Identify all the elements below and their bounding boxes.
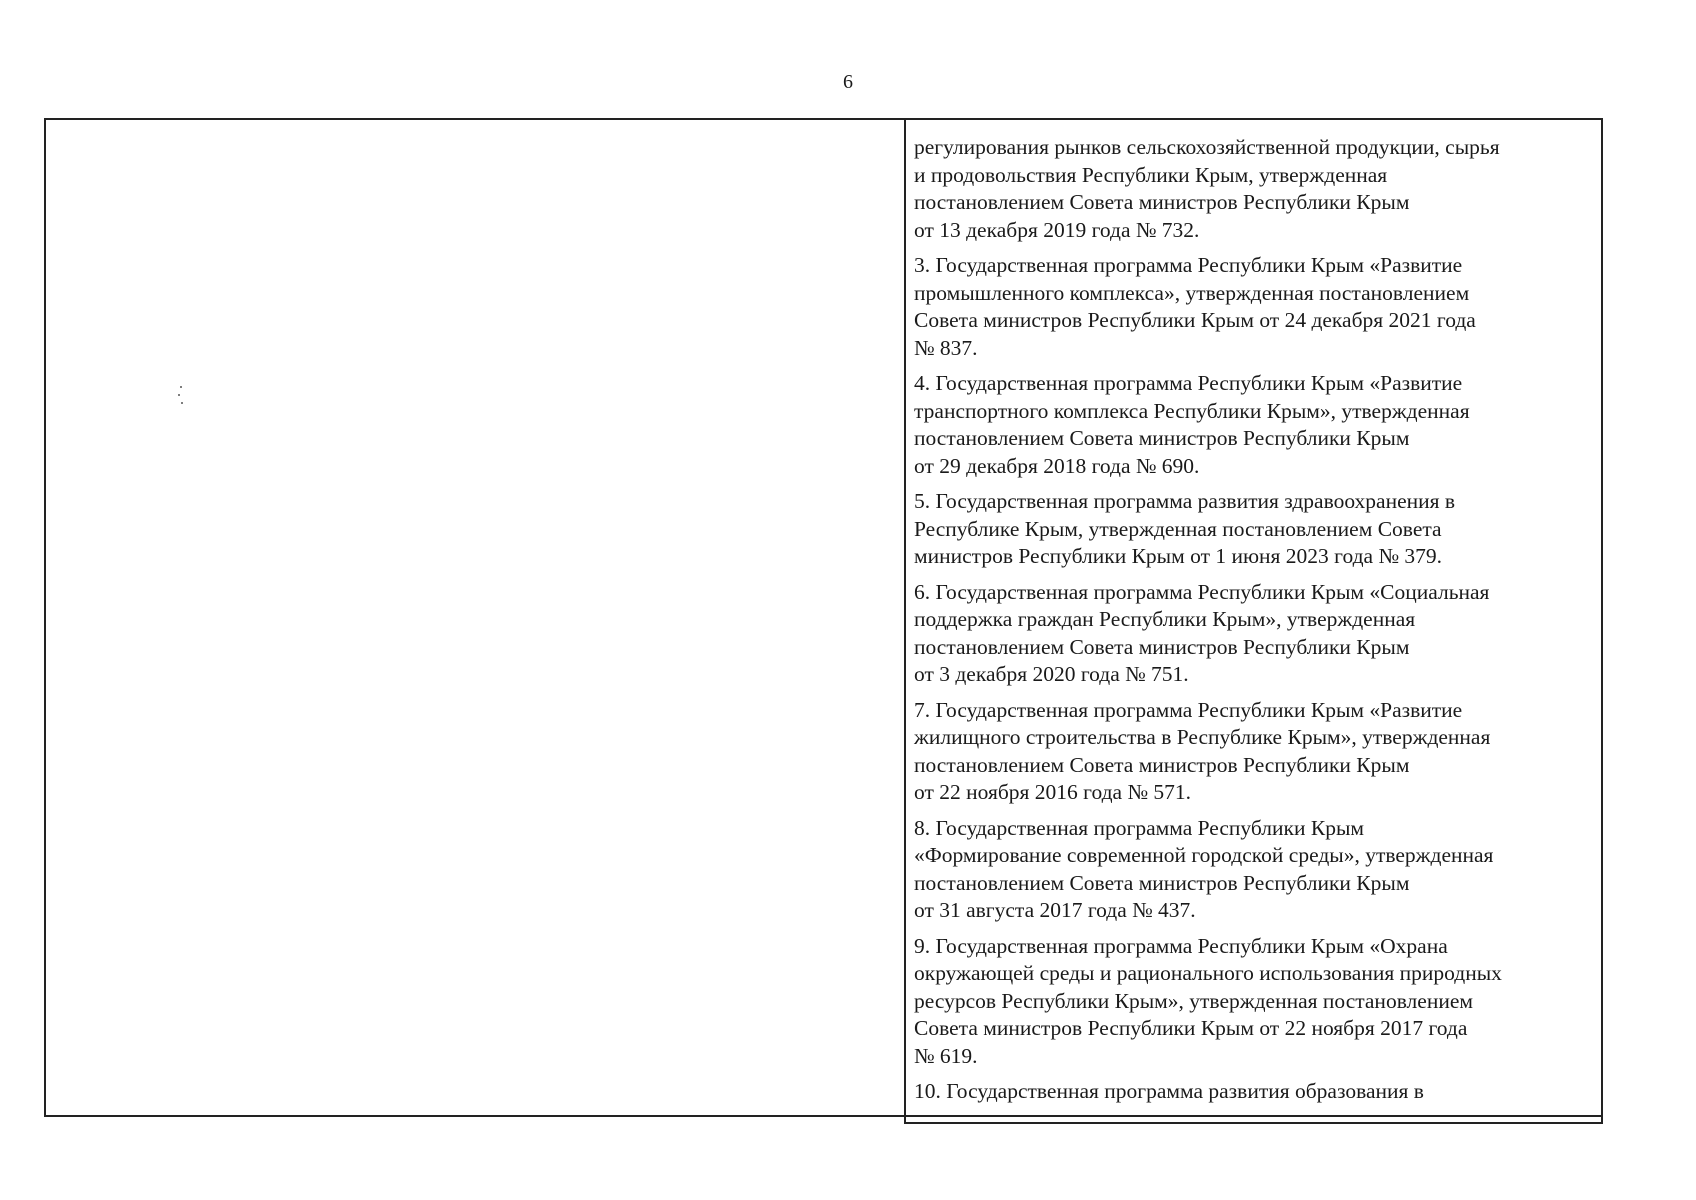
entry-line: и продовольствия Республики Крым, утвержденная bbox=[914, 162, 1388, 187]
entry-line: 9. Государственная программа Республики Крым «Охрана bbox=[914, 933, 1448, 958]
entry-line: «Формирование современной городской среды», утвержденная bbox=[914, 843, 1494, 867]
column-divider bbox=[904, 118, 906, 1124]
entry-line: 8. Государственная программа Республики Крым bbox=[914, 815, 1365, 840]
entry-line: транспортного комплекса Республики Крым», утвержденная bbox=[914, 398, 1470, 423]
entry-line: 10. Государственная программа развития образования в bbox=[914, 1079, 1424, 1103]
program-entry bbox=[914, 1078, 1598, 1106]
program-list-cell bbox=[914, 134, 1598, 1114]
entry-line: № 837. bbox=[914, 335, 978, 360]
entry-line: от 3 декабря 2020 года № 751. bbox=[914, 662, 1189, 686]
entry-line: Республике Крым, утвержденная постановлением Совета bbox=[914, 516, 1442, 541]
program-entry bbox=[914, 252, 1598, 362]
entry-line: постановлением Совета министров Республики Крым bbox=[914, 870, 1410, 895]
entry-line: от 22 ноября 2016 года № 571. bbox=[914, 780, 1191, 804]
table-right-border bbox=[1601, 118, 1603, 1124]
entry-line: от 29 декабря 2018 года № 690. bbox=[914, 453, 1200, 478]
entry-line: жилищного строительства в Республике Крым», утвержденная bbox=[914, 725, 1491, 749]
program-entry bbox=[914, 933, 1598, 1071]
entry-line: Совета министров Республики Крым от 24 декабря 2021 года bbox=[914, 308, 1476, 332]
program-entry bbox=[914, 134, 1598, 244]
entry-line: промышленного комплекса», утвержденная постановлением bbox=[914, 280, 1470, 305]
entry-line: постановлением Совета министров Республики Крым bbox=[914, 190, 1410, 214]
program-entry bbox=[914, 579, 1598, 689]
entry-line: 4. Государственная программа Республики Крым «Развитие bbox=[914, 371, 1463, 395]
table-bottom-border-right bbox=[904, 1122, 1603, 1124]
entry-line: 6. Государственная программа Республики Крым «Социальная bbox=[914, 579, 1490, 604]
page-number: 6 bbox=[843, 71, 853, 93]
entry-line: постановлением Совета министров Республики Крым bbox=[914, 426, 1410, 450]
entry-line: ресурсов Республики Крым», утвержденная постановлением bbox=[914, 988, 1473, 1013]
entry-line: 3. Государственная программа Республики Крым «Развитие bbox=[914, 253, 1463, 277]
entry-line: от 31 августа 2017 года № 437. bbox=[914, 898, 1196, 922]
entry-line: Совета министров Республики Крым от 22 ноября 2017 года bbox=[914, 1016, 1468, 1040]
entry-line: окружающей среды и рационального использования природных bbox=[914, 961, 1502, 985]
program-entry bbox=[914, 370, 1598, 480]
program-entry bbox=[914, 815, 1598, 925]
entry-line: министров Республики Крым от 1 июня 2023 года № 379. bbox=[914, 544, 1442, 568]
entry-line: поддержка граждан Республики Крым», утвержденная bbox=[914, 607, 1416, 631]
entry-line: от 13 декабря 2019 года № 732. bbox=[914, 217, 1200, 242]
scan-specks bbox=[178, 386, 184, 406]
entry-line: № 619. bbox=[914, 1043, 978, 1068]
entry-line: постановлением Совета министров Республики Крым bbox=[914, 752, 1410, 777]
entry-line: регулирования рынков сельскохозяйственной продукции, сырья bbox=[914, 135, 1500, 159]
entry-line: 5. Государственная программа развития здравоохранения в bbox=[914, 489, 1456, 513]
program-entry bbox=[914, 697, 1598, 807]
program-entry bbox=[914, 488, 1598, 571]
entry-line: постановлением Совета министров Республики Крым bbox=[914, 634, 1410, 659]
entry-line: 7. Государственная программа Республики Крым «Развитие bbox=[914, 697, 1463, 722]
